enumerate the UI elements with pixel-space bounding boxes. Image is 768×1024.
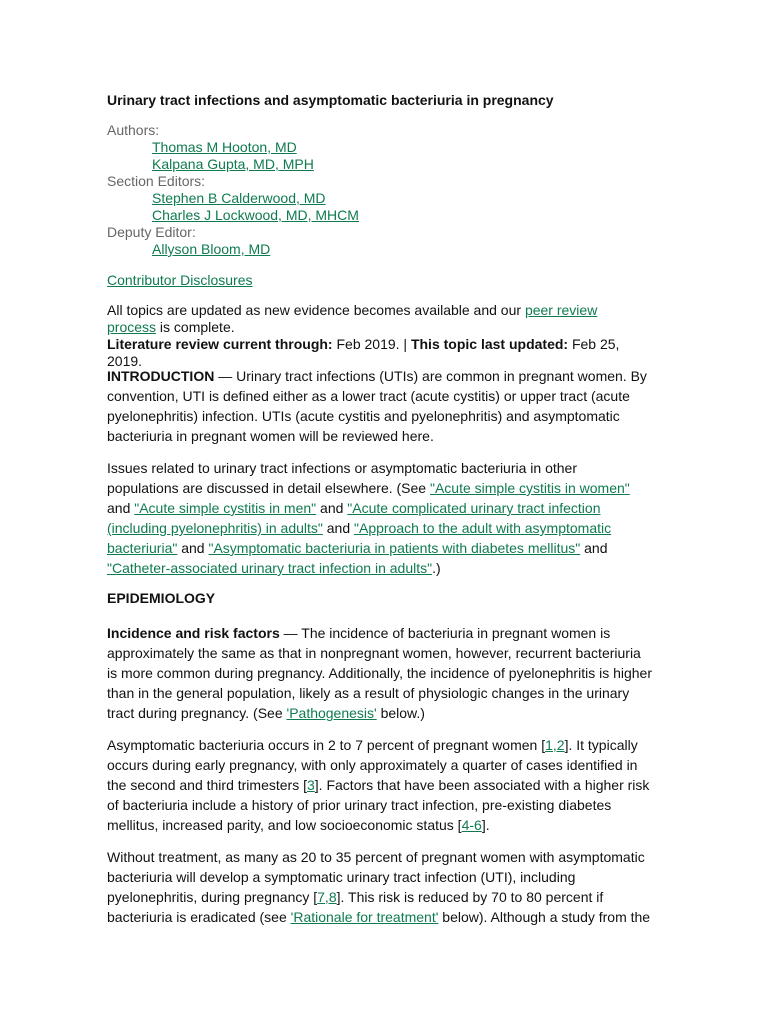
reference-link[interactable]: 4-6 (461, 817, 482, 833)
topic-link[interactable]: "Acute simple cystitis in men" (134, 500, 317, 516)
introduction-heading: INTRODUCTION (107, 368, 215, 384)
disclosures-row (107, 272, 253, 288)
byline (107, 122, 359, 258)
topic-link[interactable]: "Approach to the adult with asymptomatic bacteriuria" (107, 520, 612, 556)
topic-link[interactable]: "Acute complicated urinary tract infection (including pyelonephritis) in adults" (107, 500, 601, 536)
deputy-editor-link[interactable]: Allyson Bloom, MD (152, 241, 271, 257)
author-link[interactable]: Thomas M Hooton, MD (152, 139, 297, 155)
introduction-paragraph: INTRODUCTION — Urinary tract infections (UTIs) are common in pregnant women. By convention, UTI is defined either as a lower tract (acute cystitis) or upper tract (acute pyelonephritis) infection. UTIs (acute cystitis and pyelonephritis) and asymptomatic bacteriuria in pregnant women will be reviewed here. (107, 368, 647, 444)
contributor-disclosures-link[interactable]: Contributor Disclosures (107, 272, 253, 288)
page-title: Urinary tract infections and asymptomatic bacteriuria in pregnancy (107, 92, 554, 108)
peer-review-process-link[interactable]: peer review process (107, 302, 598, 335)
incidence-heading: Incidence and risk factors (107, 625, 280, 641)
literature-review-label: Literature review current through: (107, 336, 333, 352)
asymptomatic-bacteriuria-paragraph: Asymptomatic bacteriuria occurs in 2 to 7 percent of pregnant women [1,2]. It typically occurs during early pregnancy, with only approximately a quarter of cases identified in the second and third trimesters [3]. Factors that have been associated with a higher risk of bacteriuria include a history of prior urinary tract infection, pre-existing diabetes mellitus, increased parity, and low socioeconomic status [4-6]. (107, 737, 650, 833)
topic-link[interactable]: "Acute simple cystitis in women" (429, 480, 630, 496)
review-status (107, 302, 647, 370)
pathogenesis-link[interactable]: 'Pathogenesis' (286, 705, 377, 721)
section-editor-link[interactable]: Stephen B Calderwood, MD (152, 190, 326, 206)
section-editors-label: Section Editors: (107, 173, 206, 189)
without-treatment-paragraph: Without treatment, as many as 20 to 35 percent of pregnant women with asymptomatic bacteriuria will develop a symptomatic urinary tract infection (UTI), including pyelonephritis, during pregnancy [7,8]. This risk is reduced by 70 to 80 percent if bacteriuria is eradicated (see 'Rationale for treatment' below). Although a study from the (107, 849, 651, 925)
topic-link[interactable]: "Asymptomatic bacteriuria in patients with diabetes mellitus" (208, 540, 581, 556)
last-updated-label: This topic last updated: (410, 336, 569, 352)
author-link[interactable]: Kalpana Gupta, MD, MPH (152, 156, 314, 172)
section-editor-link[interactable]: Charles J Lockwood, MD, MHCM (152, 207, 359, 223)
literature-review-date: Feb 2019. | (332, 336, 411, 352)
review-note: All topics are updated as new evidence becomes available and our peer review process is complete. (107, 302, 598, 335)
related-topics-paragraph: Issues related to urinary tract infections or asymptomatic bacteriuria in other populations are discussed in detail elsewhere. (See "Acute simple cystitis in women" and "Acute simple cystitis in men" and "Acute complicated urinary tract infection (including pyelonephritis) in adults" and "Approach to the adult with asymptomatic bacteriuria" and "Asymptomatic bacteriuria in patients with diabetes mellitus" and "Catheter-associated urinary tract infection in adults".) (107, 460, 630, 576)
reference-link[interactable]: 1,2 (545, 737, 565, 753)
last-updated-date: Feb 25, 2019. (107, 336, 620, 369)
topic-link[interactable]: "Catheter-associated urinary tract infection in adults" (107, 560, 433, 576)
review-dates (107, 336, 647, 370)
incidence-paragraph: Incidence and risk factors — The incidence of bacteriuria in pregnant women is approximately the same as that in nonpregnant women, however, recurrent bacteriuria is more common during pregnancy. Additionally, the incidence of pyelonephritis is higher than in the general population, likely as a result of physiologic changes in the urinary tract during pregnancy. (See 'Pathogenesis' below.) (107, 625, 653, 721)
deputy-editor-label: Deputy Editor: (107, 224, 196, 240)
reference-link[interactable]: 3 (307, 777, 315, 793)
reference-link[interactable]: 7,8 (317, 889, 337, 905)
rationale-for-treatment-link[interactable]: 'Rationale for treatment' (290, 909, 439, 925)
authors-label: Authors: (107, 122, 160, 138)
epidemiology-heading: EPIDEMIOLOGY (107, 590, 216, 606)
